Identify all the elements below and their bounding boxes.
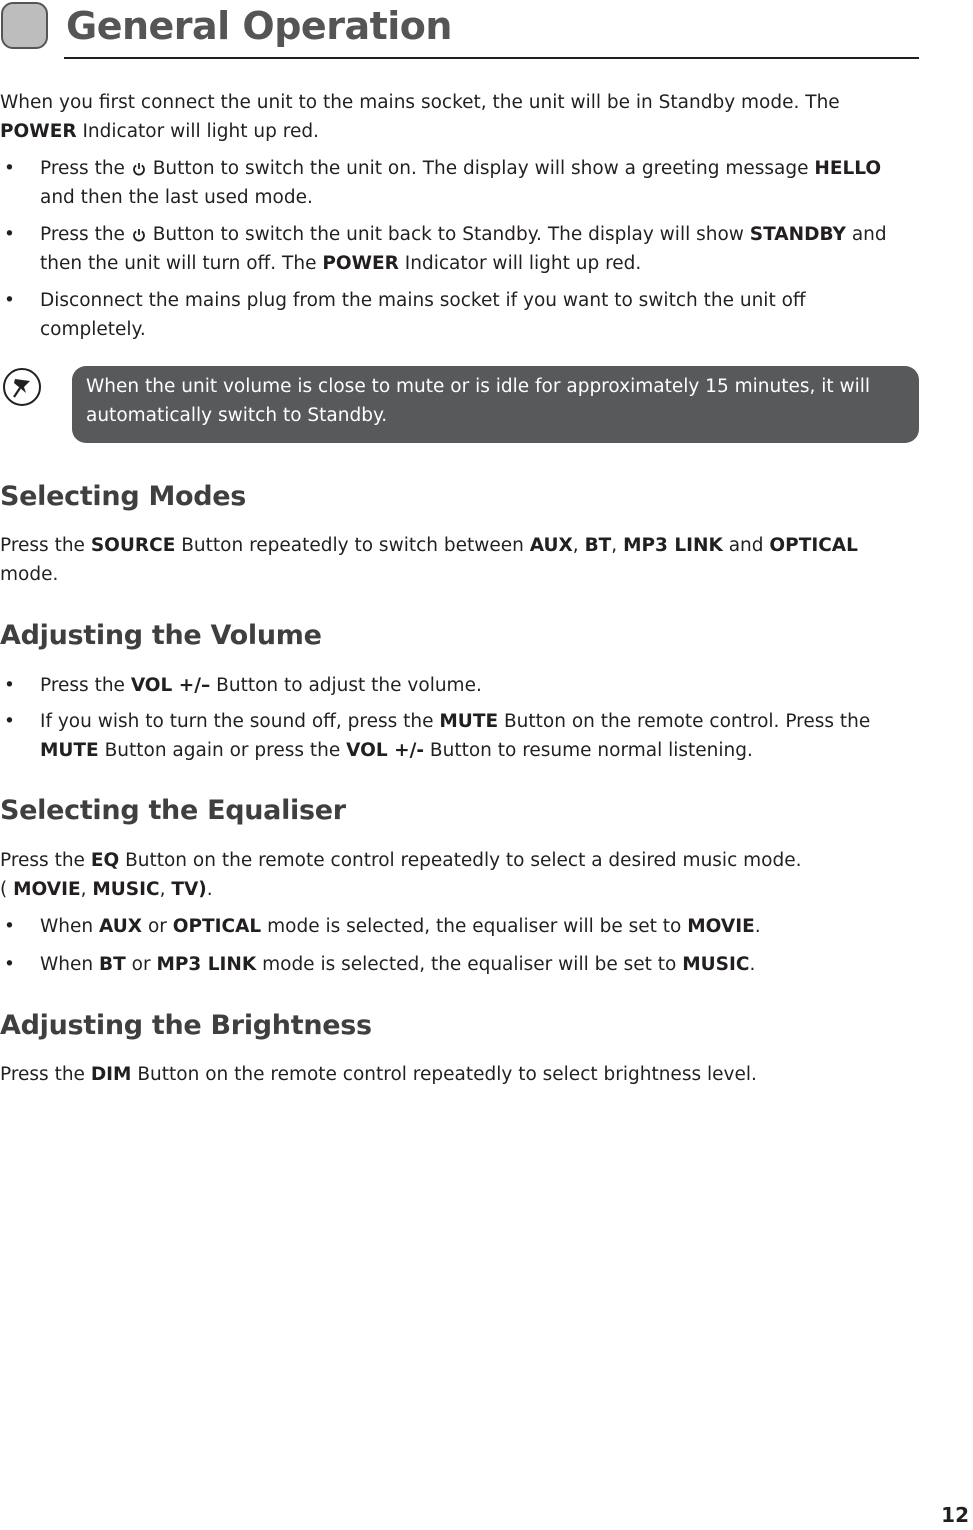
bullet-dot: • xyxy=(4,290,15,311)
text: , xyxy=(159,879,172,900)
text: . xyxy=(206,879,213,900)
bullet-text xyxy=(40,707,910,765)
bullet-dot: • xyxy=(4,916,15,937)
bullet-text xyxy=(40,950,910,979)
text: Button to adjust the volume. xyxy=(210,675,482,696)
text: . xyxy=(749,954,756,975)
bullet-text xyxy=(40,671,910,700)
bullet-text xyxy=(40,912,910,941)
bullet-dot: • xyxy=(4,675,15,696)
text: Press the xyxy=(0,1064,91,1085)
text: Indicator will light up red. xyxy=(398,253,642,274)
text: , xyxy=(572,535,585,556)
text: , xyxy=(80,879,93,900)
dim-label: DIM xyxy=(90,1064,132,1085)
equaliser-paragraph xyxy=(0,846,915,904)
text: mode is selected, the equaliser will be set to xyxy=(261,916,688,937)
text: and then the unit will turn off. The xyxy=(40,224,887,274)
header-badge xyxy=(1,2,48,49)
eq-label: EQ xyxy=(90,850,120,871)
text: Press the xyxy=(40,675,131,696)
power-icon xyxy=(132,228,146,242)
text: mode. xyxy=(0,564,59,585)
mute-label: MUTE xyxy=(40,740,99,761)
bullet-text xyxy=(40,154,910,212)
page-number: 12 xyxy=(941,1503,969,1527)
intro-paragraph xyxy=(0,88,915,146)
text: Button on the remote control repeatedly to select a desired music mode. xyxy=(119,850,802,871)
section-title-brightness: Adjusting the Brightness xyxy=(0,1010,372,1041)
text: Press the xyxy=(0,850,91,871)
text: ( xyxy=(0,879,14,900)
bt-label: BT xyxy=(99,954,126,975)
section-title-volume: Adjusting the Volume xyxy=(0,620,322,651)
page-title: General Operation xyxy=(66,4,452,48)
intro-power-label: POWER xyxy=(0,121,77,142)
text: Press the xyxy=(40,158,131,179)
tv-label: TV) xyxy=(171,879,207,900)
note-box xyxy=(72,366,919,443)
text: Press the xyxy=(0,535,91,556)
text: Button again or press the xyxy=(98,740,347,761)
optical-label: OPTICAL xyxy=(769,535,858,556)
section-header xyxy=(0,0,920,60)
text: and xyxy=(722,535,770,556)
text: , xyxy=(611,535,624,556)
pin-icon xyxy=(2,367,42,407)
text: mode is selected, the equaliser will be set to xyxy=(256,954,683,975)
hello-label: HELLO xyxy=(814,158,882,179)
section-title-equaliser: Selecting the Equaliser xyxy=(0,795,346,826)
text: Press the xyxy=(40,224,131,245)
brightness-paragraph xyxy=(0,1060,915,1089)
optical-label: OPTICAL xyxy=(172,916,262,937)
text: or xyxy=(142,916,173,937)
mp3-link-label: MP3 LINK xyxy=(623,535,723,556)
text: If you wish to turn the sound off, press the xyxy=(40,711,440,732)
vol-label: VOL +/- xyxy=(346,740,425,761)
vol-label: VOL +/– xyxy=(130,675,211,696)
text: or xyxy=(125,954,157,975)
bullet-dot: • xyxy=(4,711,15,732)
aux-label: AUX xyxy=(529,535,573,556)
bullet-text: Disconnect the mains plug from the mains socket if you want to switch the unit off completely. xyxy=(40,290,806,340)
text: Button to switch the unit back to Standby. The display will show xyxy=(146,224,750,245)
bullet-text xyxy=(40,220,910,278)
bullet-dot: • xyxy=(4,954,15,975)
text: Button on the remote control repeatedly to select brightness level. xyxy=(131,1064,757,1085)
section-title-modes: Selecting Modes xyxy=(0,481,247,512)
text: Button repeatedly to switch between xyxy=(175,535,530,556)
music-label: MUSIC xyxy=(682,954,750,975)
movie-label: MOVIE xyxy=(687,916,755,937)
text: and then the last used mode. xyxy=(40,187,313,208)
note-text: When the unit volume is close to mute or is idle for approximately 15 minutes, it will automatically switch to Standby. xyxy=(86,376,871,426)
text: Button to resume normal listening. xyxy=(424,740,753,761)
header-rule xyxy=(64,57,919,59)
standby-label: STANDBY xyxy=(749,224,846,245)
movie-label: MOVIE xyxy=(13,879,81,900)
text: When xyxy=(40,954,100,975)
intro-text-end: Indicator will light up red. xyxy=(76,121,319,142)
mp3-link-label: MP3 LINK xyxy=(156,954,257,975)
source-label: SOURCE xyxy=(90,535,176,556)
aux-label: AUX xyxy=(99,916,143,937)
music-label: MUSIC xyxy=(92,879,160,900)
modes-paragraph xyxy=(0,531,915,589)
text: When xyxy=(40,916,100,937)
text: Button on the remote control. Press the xyxy=(498,711,871,732)
bullet-dot: • xyxy=(4,224,15,245)
bt-label: BT xyxy=(584,535,612,556)
mute-label: MUTE xyxy=(439,711,499,732)
power-label: POWER xyxy=(322,253,399,274)
intro-text: When you first connect the unit to the mains socket, the unit will be in Standby mode. The xyxy=(0,92,840,113)
text: . xyxy=(754,916,761,937)
bullet-dot: • xyxy=(4,158,15,179)
text: Button to switch the unit on. The display will show a greeting message xyxy=(146,158,815,179)
power-icon xyxy=(132,162,146,176)
